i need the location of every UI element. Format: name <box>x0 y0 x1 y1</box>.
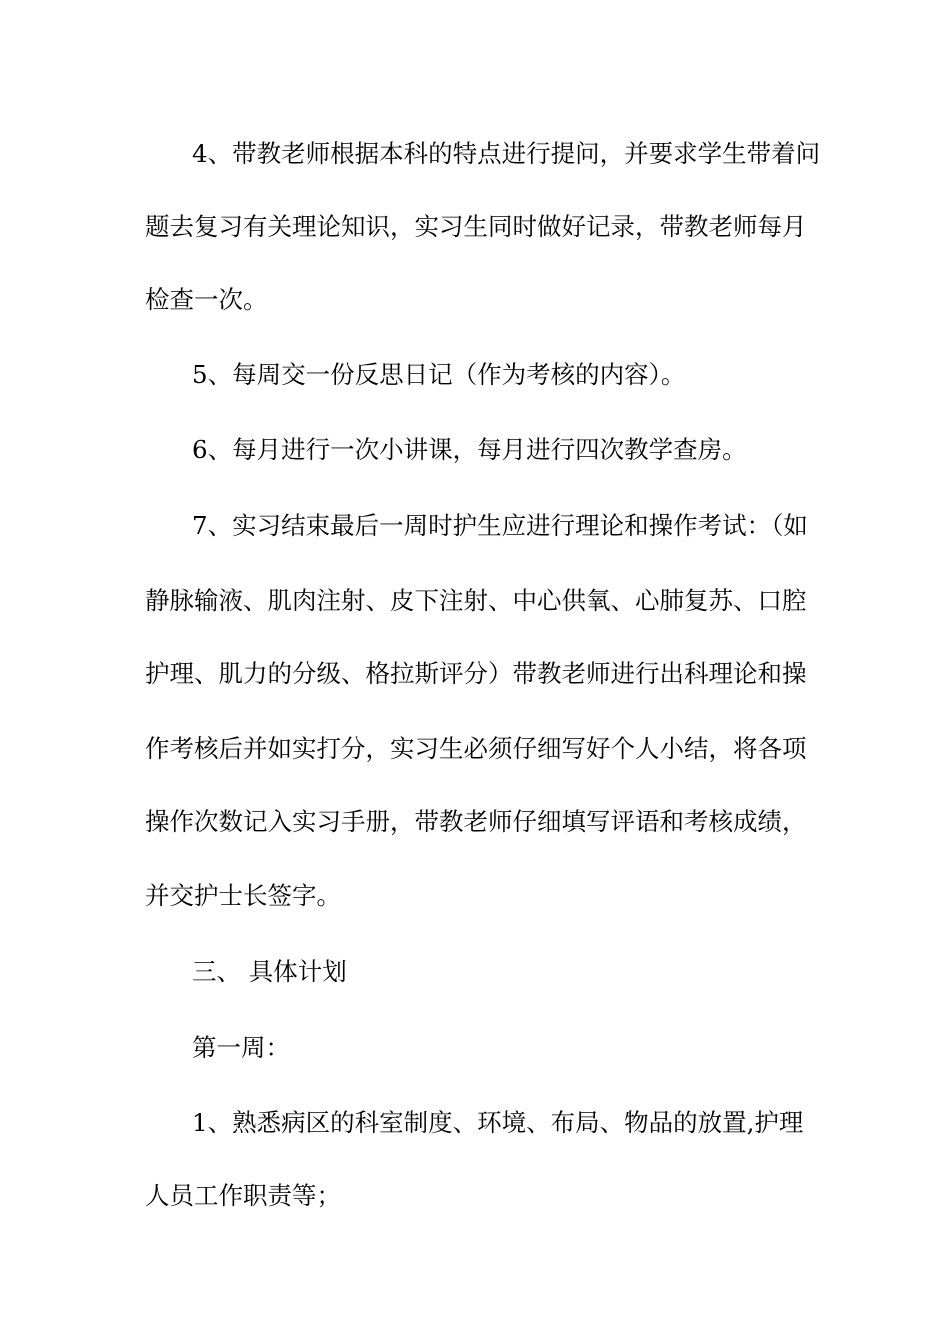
section-heading: 三、 具体计划 <box>192 957 347 986</box>
paragraph-7-line-5: 操作次数记入实习手册，带教老师仔细填写评语和考核成绩， <box>145 807 807 836</box>
paragraph-4-line-2: 题去复习有关理论知识，实习生同时做好记录，带教老师每月 <box>145 212 807 241</box>
paragraph-4-line-1: 4、带教老师根据本科的特点进行提问，并要求学生带着问 <box>192 139 821 168</box>
paragraph-7-line-6: 并交护士长签字。 <box>145 881 341 910</box>
paragraph-4-line-3: 检查一次。 <box>145 285 268 314</box>
paragraph-7-line-2: 静脉输液、肌肉注射、皮下注射、中心供氧、心肺复苏、口腔 <box>145 586 807 615</box>
paragraph-7-line-1: 7、实习结束最后一周时护生应进行理论和操作考试：（如 <box>192 511 808 540</box>
paragraph-7-line-3: 护理、肌力的分级、格拉斯评分）带教老师进行出科理论和操 <box>145 659 807 688</box>
week-one-heading: 第一周： <box>192 1033 290 1062</box>
paragraph-6: 6、每月进行一次小讲课，每月进行四次教学查房。 <box>192 435 747 464</box>
week-one-item-1-line-2: 人员工作职责等； <box>145 1181 341 1210</box>
paragraph-5: 5、每周交一份反思日记（作为考核的内容）。 <box>192 360 686 389</box>
paragraph-7-line-4: 作考核后并如实打分，实习生必须仔细写好个人小结，将各项 <box>145 734 807 763</box>
week-one-item-1-line-1: 1、熟悉病区的科室制度、环境、布局、物品的放置,护理 <box>192 1108 804 1137</box>
